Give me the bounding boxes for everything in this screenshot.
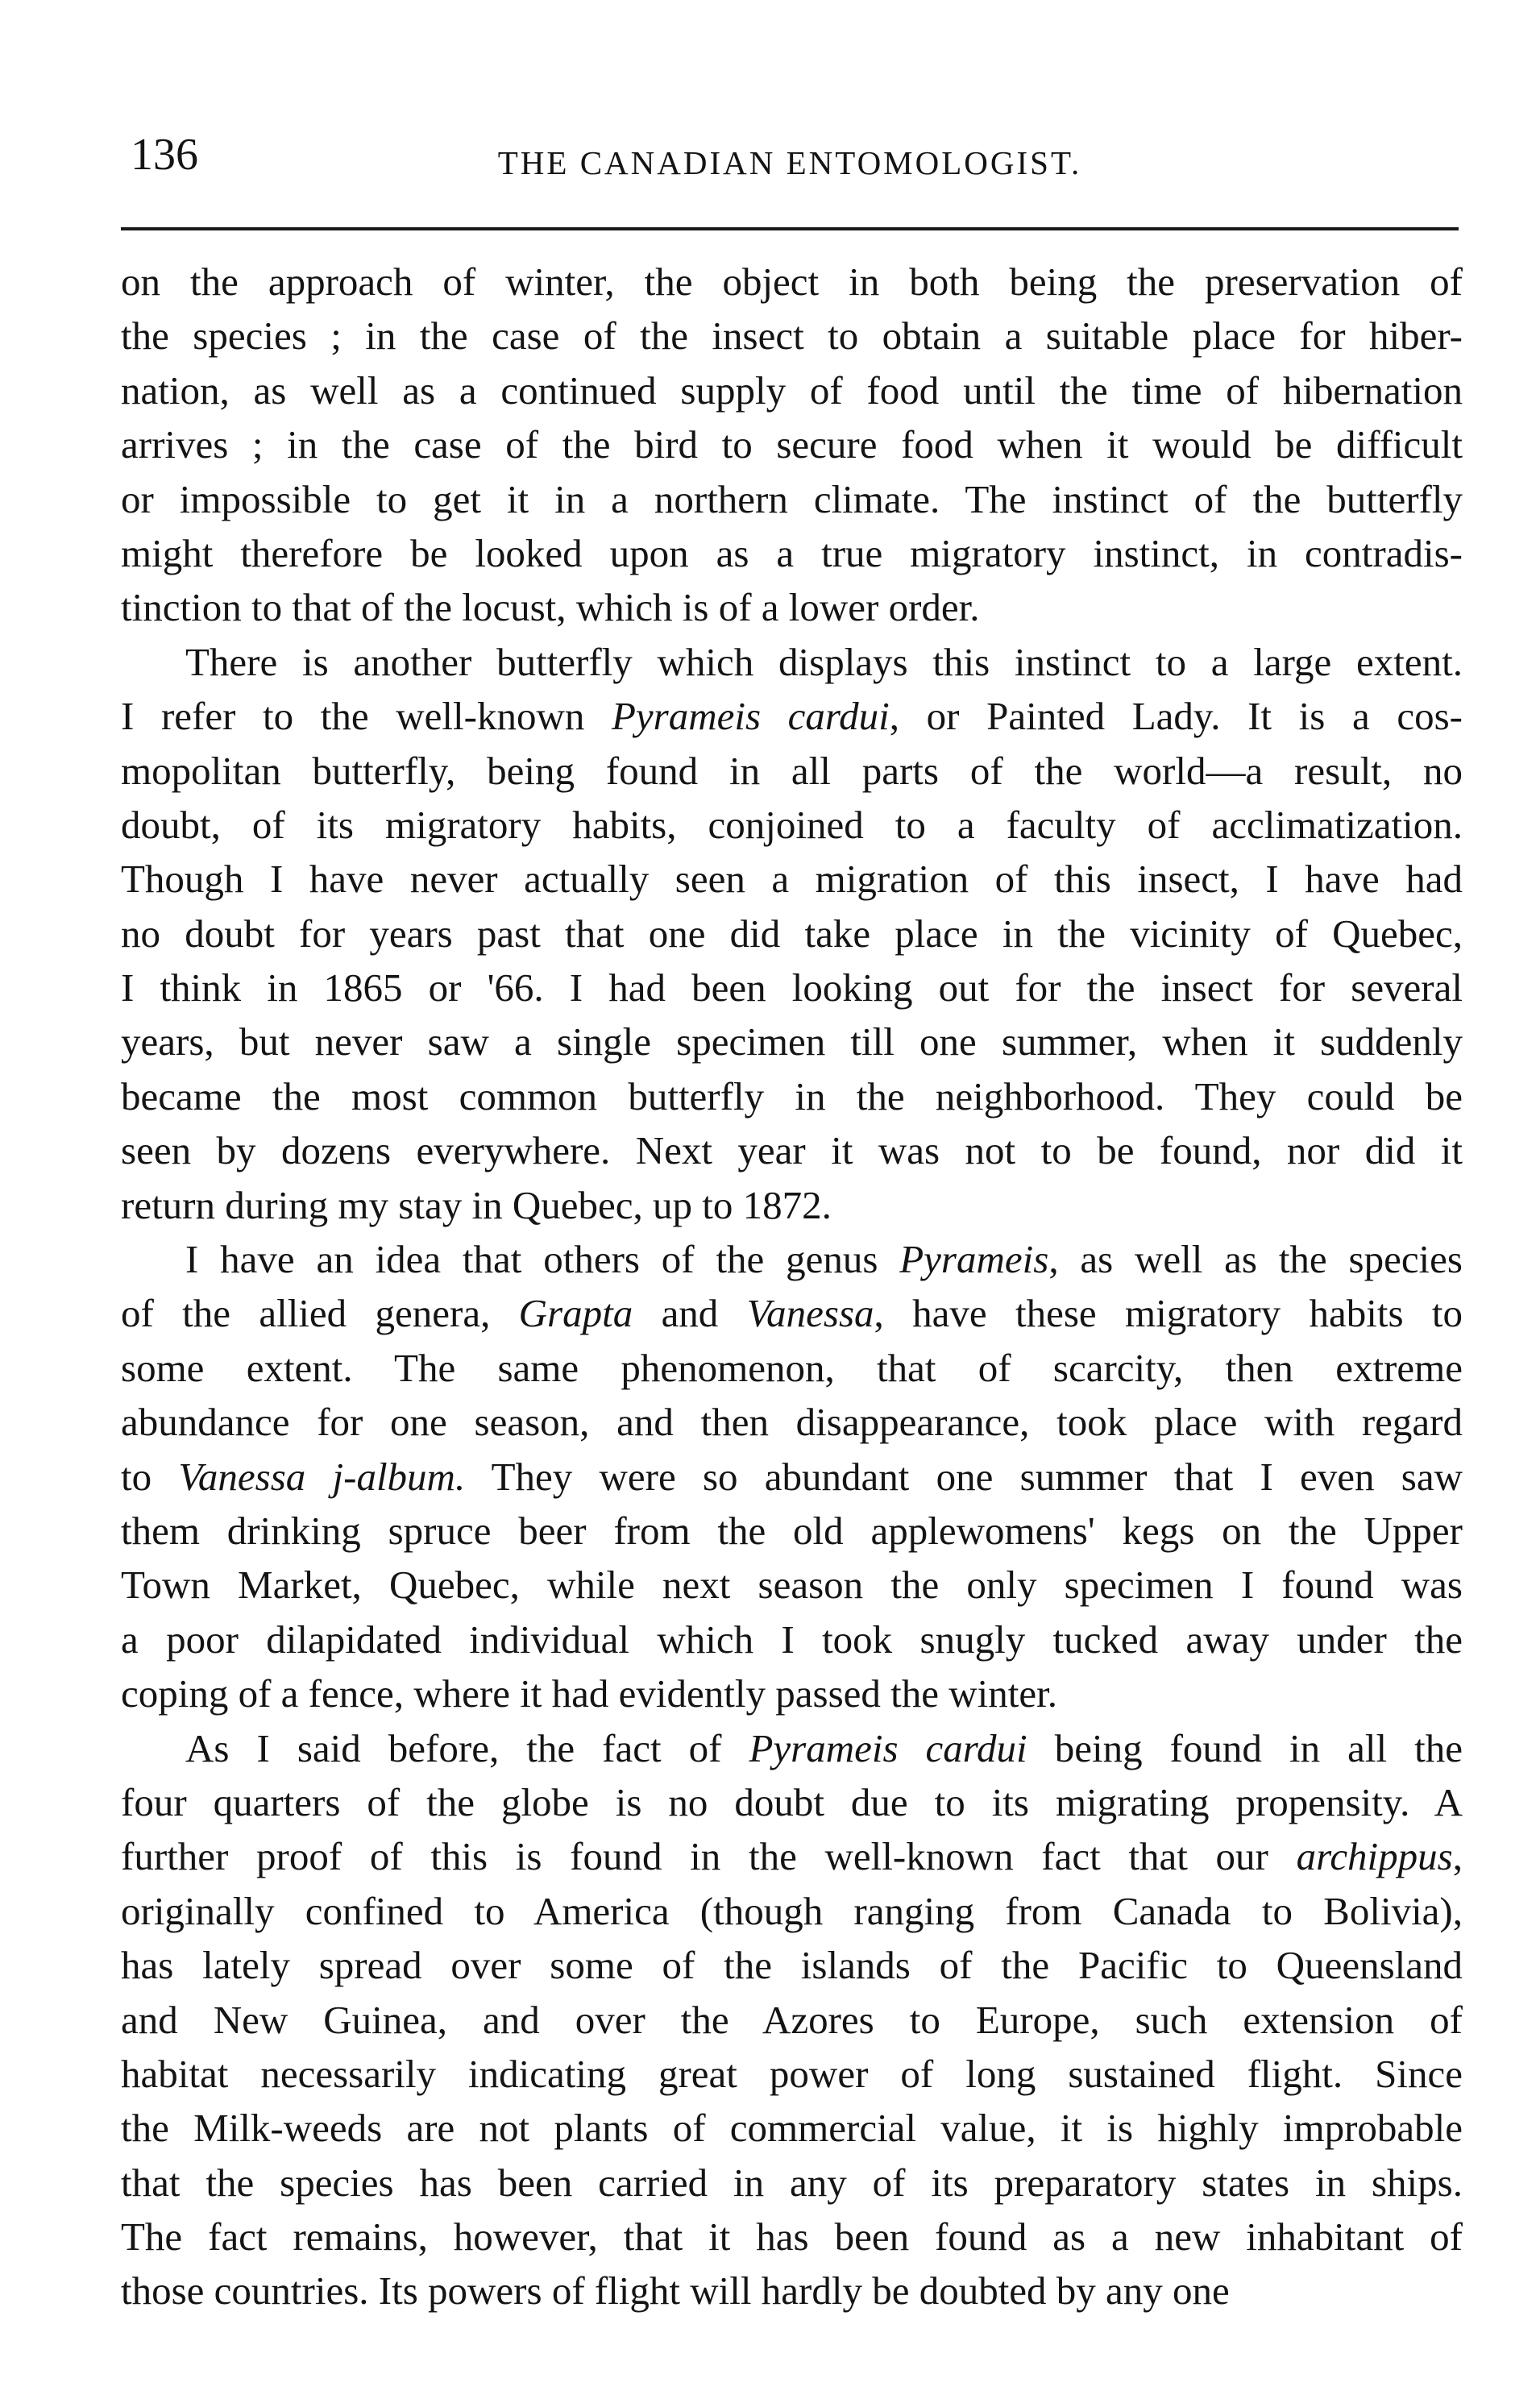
text-line xyxy=(121,1775,1463,1829)
text-line xyxy=(121,635,1463,689)
text-run: four quarters of the globe is no doubt due to its migrating propensity. A xyxy=(121,1779,1463,1824)
italic-term: archippus xyxy=(1296,1834,1453,1879)
text-line xyxy=(121,1015,1463,1069)
text-run: of the allied genera, xyxy=(121,1291,519,1336)
text-line xyxy=(121,689,1463,743)
text-line xyxy=(121,2101,1463,2155)
text-line xyxy=(121,255,1463,309)
text-run: As I said before, the fact of xyxy=(185,1725,749,1770)
text-run: nation, as well as a continued supply of food until the time of hibernation xyxy=(121,367,1463,413)
text-line xyxy=(121,2047,1463,2101)
text-line xyxy=(121,1612,1463,1666)
page-number: 136 xyxy=(131,130,198,180)
text-line xyxy=(121,1558,1463,1612)
text-line xyxy=(121,309,1463,363)
text-line xyxy=(121,580,1463,634)
text-line xyxy=(121,1341,1463,1395)
text-run: and xyxy=(633,1291,747,1336)
text-run: The fact remains, however, that it has been found as a new inhabitant of xyxy=(121,2214,1463,2260)
text-run: I refer to the well-known xyxy=(121,694,612,739)
text-run: being found in all the xyxy=(1027,1725,1463,1770)
text-line xyxy=(121,417,1463,471)
text-line xyxy=(121,2264,1463,2318)
italic-term: Pyrameis cardui xyxy=(749,1725,1027,1770)
text-run: Though I have never actually seen a migration of this insect, I have had xyxy=(121,857,1463,902)
text-line xyxy=(121,1829,1463,1883)
text-run: to xyxy=(121,1454,179,1499)
text-run: doubt, of its migratory habits, conjoined to a faculty of acclimatization. xyxy=(121,802,1463,847)
text-line xyxy=(121,1993,1463,2047)
text-run: seen by dozens everywhere. Next year it was not to be found, nor did it xyxy=(121,1128,1463,1173)
text-run: a poor dilapidated individual which I took snugly tucked away under the xyxy=(121,1617,1463,1662)
text-line xyxy=(121,961,1463,1015)
text-line xyxy=(121,1884,1463,1938)
text-run: the Milk-weeds are not plants of commercial value, it is highly improbable xyxy=(121,2106,1463,2151)
text-line xyxy=(121,1666,1463,1720)
text-run: habitat necessarily indicating great power of long sustained flight. Since xyxy=(121,2051,1463,2096)
text-line xyxy=(121,1232,1463,1286)
italic-term: Pyrameis xyxy=(899,1237,1049,1282)
text-run: return during my stay in Quebec, up to 1872. xyxy=(121,1182,832,1227)
text-run: the species ; in the case of the insect to obtain a suitable place for hiber- xyxy=(121,313,1463,359)
text-line xyxy=(121,2210,1463,2264)
text-run: on the approach of winter, the object in both being the preservation of xyxy=(121,259,1463,304)
text-run: has lately spread over some of the islands of the Pacific to Queensland xyxy=(121,1943,1463,1988)
paragraph xyxy=(121,1721,1463,2318)
text-line xyxy=(121,472,1463,526)
text-run: originally confined to America (though ranging from Canada to Bolivia), xyxy=(121,1888,1463,1933)
text-line xyxy=(121,1450,1463,1504)
text-run: that the species has been carried in any of its preparatory states in ships. xyxy=(121,2160,1463,2205)
text-run: and New Guinea, and over the Azores to Europe, such extension of xyxy=(121,1997,1463,2042)
text-run: They were so abundant one summer that I even saw xyxy=(465,1454,1463,1499)
text-run: arrives ; in the case of the bird to secure food when it would be difficult xyxy=(121,422,1463,467)
text-line xyxy=(121,1178,1463,1232)
text-line xyxy=(121,1504,1463,1558)
text-run: no doubt for years past that one did take place in the vicinity of Quebec, xyxy=(121,911,1463,956)
text-run: became the most common butterfly in the neighborhood. They could be xyxy=(121,1073,1463,1118)
text-line xyxy=(121,363,1463,417)
running-title: THE CANADIAN ENTOMOLOGIST. xyxy=(497,144,1082,181)
text-run: There is another butterfly which displays this instinct to a large extent. xyxy=(185,639,1463,684)
italic-term: Vanessa j-album. xyxy=(178,1454,466,1499)
text-run: tinction to that of the locust, which is of a lower order. xyxy=(121,585,980,630)
text-run: further proof of this is found in the well-known fact that our xyxy=(121,1834,1297,1879)
text-line xyxy=(121,744,1463,798)
text-run: I think in 1865 or '66. I had been looking out for the insect for several xyxy=(121,965,1463,1011)
paragraph xyxy=(121,1232,1463,1721)
text-run: I have an idea that others of the genus xyxy=(185,1237,900,1282)
text-line xyxy=(121,1938,1463,1992)
text-run: , xyxy=(1452,1834,1463,1879)
text-run: , as well as the species xyxy=(1048,1237,1463,1282)
paragraph xyxy=(121,255,1463,635)
text-line xyxy=(121,1395,1463,1449)
italic-term: Pyrameis cardui xyxy=(611,694,890,739)
text-run: Town Market, Quebec, while next season the only specimen I found was xyxy=(121,1563,1463,1608)
text-line xyxy=(121,1069,1463,1123)
text-run: some extent. The same phenomenon, that of scarcity, then extreme xyxy=(121,1345,1463,1390)
text-line xyxy=(121,2156,1463,2210)
text-run: years, but never saw a single specimen till one summer, when it suddenly xyxy=(121,1019,1463,1065)
text-run: , have these migratory habits to xyxy=(874,1291,1463,1336)
header-rule xyxy=(121,227,1459,230)
paragraph xyxy=(121,635,1463,1232)
text-run: or impossible to get it in a northern climate. The instinct of the butterfly xyxy=(121,476,1463,521)
text-run: , or Painted Lady. It is a cos- xyxy=(889,694,1463,739)
text-line xyxy=(121,798,1463,852)
text-line xyxy=(121,1123,1463,1177)
page-header xyxy=(121,121,1459,185)
text-run: mopolitan butterfly, being found in all parts of the world—a result, no xyxy=(121,748,1463,793)
italic-term: Grapta xyxy=(518,1291,633,1336)
article-body xyxy=(121,255,1463,2318)
text-run: coping of a fence, where it had evidently passed the winter. xyxy=(121,1671,1057,1716)
text-run: abundance for one season, and then disappearance, took place with regard xyxy=(121,1400,1463,1445)
text-run: them drinking spruce beer from the old applewomens' kegs on the Upper xyxy=(121,1508,1463,1553)
text-run: those countries. Its powers of flight will hardly be doubted by any one xyxy=(121,2268,1230,2314)
text-run: might therefore be looked upon as a true migratory instinct, in contradis- xyxy=(121,530,1463,575)
text-line xyxy=(121,1286,1463,1340)
text-line xyxy=(121,907,1463,961)
text-line xyxy=(121,852,1463,906)
text-line xyxy=(121,526,1463,580)
italic-term: Vanessa xyxy=(746,1291,874,1336)
text-line xyxy=(121,1721,1463,1775)
